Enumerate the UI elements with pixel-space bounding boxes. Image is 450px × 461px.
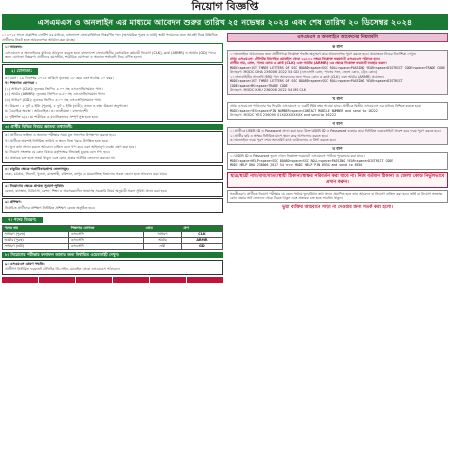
table-cell: আর্মার (পুরুষ) (3, 238, 69, 244)
step-b-box (227, 102, 448, 120)
table-header: শিক্ষাগত যোগ্যতা (69, 226, 144, 232)
section-application (2, 43, 223, 63)
section-9-text: প্রার্থীগণ নির্ধারিত ফরম্যাটে টেলিটক প্রি-পেইড মোবাইল থেকে এসএমএস পাঠাবেন। (5, 267, 120, 272)
warning-note: ছাত্র/ছাত্রী নাম/বাবা/মাতা/স্থায়ী ঠিকানা/স্বাক্ষর পরিবর্তন করা যাবে না। নিজ বর্তমান ঠিকানা ও জেলা কোড নির্ভুলভাবে প্রদান করুন। (227, 172, 448, 188)
table-cell: সাধারণ (144, 232, 182, 238)
notice-box (227, 190, 448, 203)
left-column (2, 33, 223, 461)
section-4-head: ৪। চাকুরির ক্ষেত্রে অগ্রাধিকারপ্রাপ্ত জেলাসমূহ: (5, 166, 70, 171)
page-title: নিয়োগ বিজ্ঞপ্তি (191, 0, 259, 13)
table-cell: সাধারণ (নারী) (3, 244, 69, 250)
strip-cell (187, 277, 223, 283)
section-districts (2, 165, 223, 180)
info-item: ঙ। প্রতারক চক্র হতে সতর্ক থাকুন এবং কোন প্রকার আর্থিক লেনদেন করবেন না। (5, 155, 116, 160)
step-b-label: খ ধাপ (332, 96, 343, 101)
table-header: কোড (144, 226, 182, 232)
section-benefits (2, 182, 223, 197)
step-a-label: ক ধাপ (332, 44, 343, 49)
title-area (175, 0, 275, 14)
info-item: খ। প্রার্থীকে অবশ্যই নির্ধারিত তারিখ ও স্থানে নিজ খরচে উপস্থিত হতে হবে। (5, 139, 109, 144)
section-3-head: ৩। প্রার্থীর বিভিন্ন বিষয়ে জ্ঞাতব্য তথ্যাবলী: (2, 124, 223, 130)
sms-format-2: MODC<space>1ST THREE LETTERS OF SSC BOARD<space>SSC ROLL<space>PASSING YEAR<space>DISTRICT CODE<space>MS<space>TRADE CODE (230, 79, 403, 88)
section-info (2, 131, 223, 163)
step-c-label: গ ধাপ (332, 121, 343, 126)
date-banner: এসএমএস ও অনলাইন এর মাধ্যমে আবেদন শুরুর তারিখ ২৫ নভেম্বর ২০২৪ এবং শেষ তারিখ ২০ ডিসেম্বর ২০২৪ (2, 14, 448, 30)
section-6-head: ৬। প্রশিক্ষণ: (5, 200, 22, 205)
table-cell: CLK (181, 232, 222, 238)
step-d-label: ঘ ধাপ (332, 146, 343, 151)
step-a-text-2: ২। সেনাবাহিনীর সার্জেন্ট (MS) পদে আবেদনের জন্য পদের কোড ও ক্লার্ক (CLK) এবং আর্মার (ARMR) প্রযোজ্য। (230, 74, 384, 79)
table-cell: এসএসসি (69, 244, 144, 250)
table-cell: আর্মার (144, 238, 182, 244)
info-item: ঘ। নিয়োগ সংক্রান্ত যে কোন বিষয়ে কর্তৃপক্ষের সিদ্ধান্তই চূড়ান্ত বলে গণ্য হবে। (5, 150, 110, 155)
section-training (2, 198, 223, 213)
edu-item-1: (১) সাধারণ (CLK): ন্যূনতম জিপিএ ৪.০০ সহ এসএসসি/সমমান পাস। (5, 86, 103, 91)
table-cell: ARMR (181, 238, 222, 244)
strip-cell (76, 277, 112, 283)
section-6-text: নির্বাচিত প্রার্থীদের প্রশিক্ষণ নির্ধারিত প্রশিক্ষণ কেন্দ্রে অনুষ্ঠিত হবে। (5, 205, 95, 210)
strip-cell (2, 277, 38, 283)
section-2-head: ২। যোগ্যতা: (5, 68, 38, 74)
footer-note: ভুয়া ব্যক্তির আহবানে সাড়া না দেওয়ার জন্য সতর্ক করা হলো। (282, 204, 393, 210)
section-5-text: বেতন, বাসস্থান, চিকিৎসা, রেশন, শিক্ষা ও অবসরকালীন ভাতাসহ সরকারি নিয়ম অনুযায়ী সকল সুবিধা প্রদান করা হবে। (5, 189, 168, 194)
notice-text: সতর্কীকরণ: প্রার্থীকে নিয়োগ পরীক্ষার যে কোন পর্যায়ে ভুল/মিথ্যা তথ্য প্রদান প্রমাণিত হলে তার আবেদন বা নিয়োগ বাতিল করা হবে। ভর্তি বা নিয়োগ সংক্রান্ত কোন প্রকার অর্থ লেনদেন থেকে বিরত থাকুন এবং প্রতারক চক্র হতে সাবধান থাকুন। (230, 191, 442, 200)
step-c-text-3: ৩। অনলাইনে ফরম পূরণ শেষে অ্যাডমিট কার্ড ডাউনলোড ও প্রিন্ট করতে হবে। (230, 138, 336, 142)
edu-head: খ। শিক্ষাগত যোগ্যতা : (5, 81, 37, 86)
sms-format-3: MODC<space>YES<space>PIN NUMBER<space>CONTACT MOBILE NUMBER and send to 16222 (230, 108, 378, 113)
table-cell: এসএসসি (69, 238, 144, 244)
section-8-head: ৮। নিয়োগের পরীক্ষার ফলাফল জানার জন্য নির্ধারিত ওয়েবসাইট দেখুন। (2, 252, 223, 258)
info-item: ক। প্রার্থীদের ভাইভা ও অন্যান্য পরীক্ষার সময় মূল সনদপত্র উপস্থাপন করতে হবে। (5, 133, 116, 138)
section-1-head: ১। আবেদন: (5, 45, 23, 50)
step-b-text: প্রথম এসএমএস পাঠানোর পর ফিরতি এসএমএস এ একটি PIN নম্বর পাওয়া যাবে। প্রার্থীকে দ্বিতীয় এসএমএস এর মাধ্যমে নিশ্চিত করতে হবে। (230, 104, 422, 108)
height-text: গ। উচ্চতা : ৫ ফুট ৬ ইঞ্চি (পুরুষ), ৫ ফুট ২ ইঞ্চি (নারী); ওজন ও বক্ষ: উচ্চতা অনুপাতে। (5, 103, 128, 108)
section-7-head: ৭। পদের বিবরণ: (2, 217, 43, 223)
info-item: গ। ভুল তথ্য প্রদান করলে আবেদন বাতিল বলে গণ্য হবে এবং আইনানুগ ব্যবস্থা গ্রহণ করা হবে। (5, 144, 136, 149)
table-cell: সাধারণ (পুরুষ) (3, 232, 69, 238)
section-4-text: ঢাকা, চট্টগ্রাম, সিলেট, খুলনা, রাজশাহী, বরিশাল, রংপুর ও ময়মনসিংহ বিভাগের সকল জেলা হতে আবেদন করা যাবে। (5, 172, 168, 177)
step-d-box (227, 152, 448, 170)
table-cell: নারী (144, 244, 182, 250)
step-a-highlight: প্রথম এসএমএস: টেলিটক প্রিপেইড মোবাইল থেকে ১৬২২২ নম্বরে নিম্নোক্ত ফরম্যাটে এসএমএস পাঠাতে হবে। (230, 56, 380, 61)
step-a-highlight-2: প্রার্থীর নাম, রোল, পদের কোড ও ক্লার্ক (CLK) এবং আর্মার (ARMR) এর ক্ষেত্রে নিম্নোক্ত ফরম্যাট ব্যবহার করুন। (230, 61, 387, 65)
sms-example-3: উদাহরণ: MODC YES 236090 01XXXXXXXXX and send to 16222 (230, 113, 337, 117)
post-table (2, 225, 223, 250)
strip-cell (113, 277, 149, 283)
marital-text: ঘ। বৈবাহিক অবস্থা : অবিবাহিত। ঙ। জাতীয়তা : বাংলাদেশী। (5, 109, 89, 114)
instructions-head: এসএমএস ও অনলাইনে আবেদনের নিয়মাবলি (227, 33, 448, 42)
step-d-text: ১। USER ID ও Password ভুলে গেলে নিম্নোক্ত ফরম্যাটে এসএমএস পাঠিয়ে পুনরুদ্ধার করা যাবে। (230, 154, 365, 158)
step-c-text-1: ১। প্রার্থীকে USER ID ও Password প্রদান করা হবে। উক্ত USER ID ও Password ব্যবহার করে নির্ধারিত ওয়েবসাইটে প্রবেশ করে ফরম পূরণ করতে হবে। (230, 129, 441, 133)
edu-item-3: (৩) সাধারণ (GD): ন্যূনতম জিপিএ ৩.০০ সহ এসএসসি/সমমান পাস। (5, 98, 102, 103)
section-9-head: ৯। এসএমএস প্রেরণ পদ্ধতি: (5, 261, 45, 266)
strip-cell (150, 277, 186, 283)
sms-example-1: উদাহরণ: MODC DHA 236006 2022 54 GD (এসএসসি রোল, পাসের সাল, জেলা কোড, ট্রেড কোড) (230, 70, 378, 74)
table-cell: GD (181, 244, 222, 250)
table-cell: এসএসসি (69, 232, 144, 238)
step-c-box (227, 127, 448, 145)
sms-example-4: MODC HELP DHA 236006 2017 54 অথবা MODC HELP PIN 8934 and send to 6556 (230, 163, 363, 167)
sms-format-1: MODC<space>1ST THREE LETTERS OF SSC BOARD<space>SSC ROLL<space>PASSING YEAR<space>DISTRICT CODE<space>TRADE CODE (230, 65, 445, 70)
table-row (3, 244, 223, 250)
step-a-box (227, 50, 448, 95)
section-5-head: ৫। নিয়োগের ক্ষেত্রে প্রাপ্তব্য সুযোগ-সুবিধা: (5, 183, 65, 188)
section-sms (2, 260, 223, 275)
age-text: ক। বয়স : ২৬ ডিসেম্বর ২০২৪ তারিখে ন্যূনতম ১৮ বছর এবং সর্বোচ্চ ২০ বছর। (5, 75, 114, 80)
table-header: পদের নাম (3, 226, 69, 232)
strip-cell (39, 277, 75, 283)
right-column (227, 33, 448, 461)
section-1-text: এসএমএস ও অনলাইনের মাধ্যমে আবেদন করতে হবে। বাংলাদেশ সেনাবাহিনীর বেসামরিক কর্মচারী নিয়োগ (CLK), ক্লার্ক (ARMR) ও আর্মার (GD) পদের জন্য যোগ্যতা নিম্নরূপ। প্রার্থীদের বয়সসীমা, শারীরিক যোগ্যতা ও অন্যান্য শর্তাবলী নিচে বর্ণিত হলো। (5, 50, 216, 60)
misc-text: চ। দৃষ্টিশক্তি ৬/৬। ছ। শারীরিক ও মানসিকভাবে সম্পূর্ণ সুস্থ হতে হবে। (5, 114, 99, 119)
table-strip (2, 277, 223, 283)
step-a-text: ১। অনলাইনে আবেদনের জন্য প্রার্থীগণকে নিম্নোক্ত পদ্ধতি অনুসরণ করে আবেদনপত্র পূরণ করতে হবে। প্রয়োজনে নিচের নির্দেশিকা দেখুন। (230, 52, 417, 56)
sms-example-2: উদাহরণ: MODC KHU 236006 2022 54 MS CLK (230, 88, 307, 92)
edu-item-2: (২) আর্মার (ARMR): ন্যূনতম জিপিএ ৩.৫০ সহ এসএসসি/সমমান পাস। (5, 92, 105, 97)
table-header: গ্রুপ (181, 226, 222, 232)
intro-text: ১। ২০২৫ সালে প্রকাশিত নোটিশ এর মাধ্যমে, বাংলাদেশ সেনাবাহিনীতে নিম্নবর্ণিত পদে (অসামরিক পুরুষ ও নারী) স্থায়ী পদায়নের জন্য আগ্রহী নিম্নে উল্লিখিত প্রার্থীদের নিকট হতে আবেদনপত্র আহ্বান করা যাচ্ছে। (2, 33, 218, 42)
section-eligibility (2, 64, 223, 122)
sms-format-4: MODC<space>HELP<space>SSC BOARD<space>SSC ROLL<space>PASSING YEAR<space>DISTRICT CODE (230, 158, 394, 163)
step-c-text-2: ২। প্রার্থীর ছবি ও স্বাক্ষর নির্ধারিত মাপে স্ক্যান করে আপলোড করতে হবে। (230, 133, 329, 138)
